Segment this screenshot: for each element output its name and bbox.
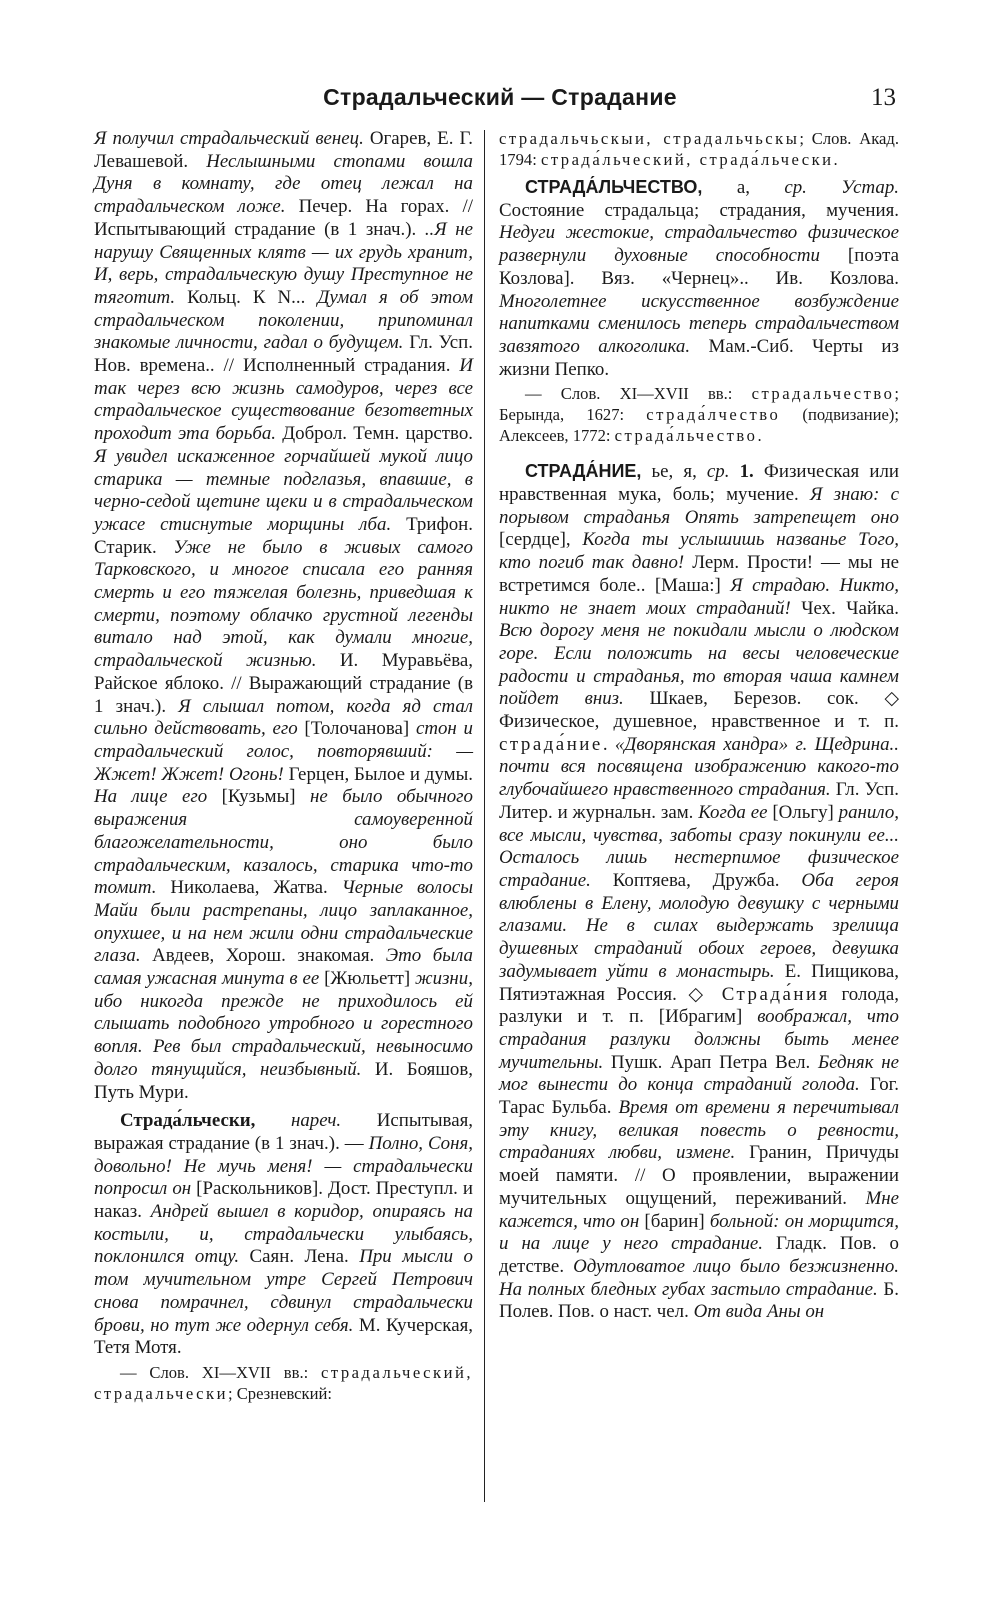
etymology-note: — Слов. XI—XVII вв.: страдальческий, страдальчески; Срезневский: bbox=[94, 1362, 473, 1403]
headword: СТРАДА́НИЕ, bbox=[525, 461, 642, 482]
page-number: 13 bbox=[871, 84, 896, 111]
right-column bbox=[499, 128, 899, 1324]
entry-stradanie: СТРАДА́НИЕ, ье, я, ср. 1. Физическая или нравственная мука, боль; мучение. Я знаю: с порывом страданья Опять затрепещет оно [сердце], Когда ты услышишь названье Того, кто погиб так давно! Лерм. Прости! — мы не встретимся боле.. [Маша:] Я страдаю. Никто, никто не знает моих страданий! Чех. Чайка. Всю дорогу меня не покидали мысли о людском горе. Если положить на весы человеческие радости и страданья, то вторая чаша камнем пойдет вниз. Шкаев, Березов. сок. ◇ Физическое, душевное, нравственное и т. п. страда́ние. «Дворянская хандра» г. Щедрина.. почти вся посвящена изображению какого-то глубочайшего нравственного страдания. Гл. Усп. Литер. и журнальн. зам. Когда ее [Ольгу] ранило, все мысли, чувства, заботы сразу покинули ее... Осталось лишь нестерпимое физическое страдание. Коптяева, Дружба. Оба героя влюблены в Елену, молодую девушку с черными глазами. Не в силах выдержать зрелища душевных страданий обоих героев, девушка задумывает уйти в монастырь. Е. Пищикова, Пятиэтажная Россия. ◇ Страда́ния голода, разлуки и т. п. [Ибрагим] воображал, что страдания разлуки должны быть менее мучительны. Пушк. Арап Петра Вел. Бедняк не мог вынести до конца страданий голода. Гог. Тарас Бульба. Время от времени я перечитывал эту книгу, великая повесть о ревности, страданиях любви, измене. Гранин, Причуды моей памяти. // О проявлении, выражении мучительных ощущений, переживаний. Мне кажется, что он [барин] больной: он морщится, и на лице у него страдание. Гладк. Пов. о детстве. Одутловатое лицо было безжизненно. На полных бледных губах застыло страдание. Б. Полев. Пов. о наст. чел. От вида Аны он bbox=[499, 461, 900, 1323]
entry-stradalchestvo: СТРАДА́ЛЬЧЕСТВО, а, ср. Устар. Состояние страдальца; страдания, мучения. Недуги жестокие, страдальчество физическое развернули духовные способности [поэта Козлова]. Вяз. «Чернец».. Ив. Козлова. Многолетнее искусственное возбуждение напитками сменилось теперь страдальчеством завзятого алкоголика. Мам.-Сиб. Черты из жизни Пепко. bbox=[499, 177, 899, 380]
entry-stradalcheski: Страда́льчески, нареч. Испытывая, выражая страдание (в 1 знач.). — Полно, Соня, довольно! Не мучь меня! — страдальчески попросил он [Раскольников]. Дост. Преступл. и наказ. Андрей вышел в коридор, опираясь на костыли, и, страдальчески улыбаясь, поклонился отцу. Саян. Лена. При мысли о том мучительном утре Сергей Петрович снова помрачнел, сдвинул страдальчески брови, но тут же одернул себя. М. Кучерская, Тетя Мотя. bbox=[94, 1110, 473, 1359]
page-header-title: Страдальческий — Страдание bbox=[323, 84, 677, 110]
etymology-note-continued: страдальчьскыи, страдальчьскы; Слов. Акад. 1794: страда́льческий, страда́льчески. bbox=[499, 129, 899, 169]
column-divider bbox=[484, 130, 485, 1502]
left-column bbox=[94, 128, 473, 1404]
etymology-note: — Слов. XI—XVII вв.: страдальчество; Берында, 1627: страда́лчество (подвизание); Алексеев, 1772: страда́льчество. bbox=[499, 384, 899, 446]
entry-strudalcheskiy-continued: Я получил страдальческий венец. Огарев, Е. Г. Левашевой. Неслышными стопами вошла Дуня в комнату, где отец лежал на страдальческом ложе. Печер. На горах. // Испытывающий страдание (в 1 знач.). ..Я не нарушу Священных клятв — их грудь хранит, И, верь, страдальческую душу Преступное не тяготит. Кольц. К N... Думал я об этом страдальческом поколении, припоминал знакомые личности, гадал о будущем. Гл. Усп. Нов. времена.. // Исполненный страдания. И так через всю жизнь самодуров, через все страдальческое существование безответных проходит эта борьба. Доброл. Темн. царство. Я увидел искаженное горчайшей мукой лицо старика — темные подглазья, впавшие, в черно-седой щетине щеки и в страдальческом ужасе стиснутые морщины лба. Трифон. Старик. Уже не было в живых самого Тарковского, и многое списала его ранняя смерть и его тяжелая болезнь, приведшая к смерти, поэтому облачко грустной легенды витало над этой, как думали многие, страдальческой жизнью. И. Муравьёва, Райское яблоко. // Выражающий страдание (в 1 знач.). Я слышал потом, когда яд стал сильно действовать, его [Толочанова] стон и страдальческий голос, повторявший: — Жжет! Жжет! Огонь! Герцен, Былое и думы. На лице его [Кузьмы] не было обычного выражения самоуверенной благожелательности, оно было страдальческим, казалось, старика что-то томит. Николаева, Жатва. Черные волосы Майи были растрепаны, лицо заплаканное, опухшее, и на нем жили одни страдальческие глаза. Авдеев, Хорош. знакомая. Это была самая ужасная минута в ее [Жюльетт] жизни, ибо никогда прежде не приходилось ей слышать подобного утробного и горестного вопля. Рев был страдальческий, невыносимо долго тянущийся, неизбывный. И. Бояшов, Путь Мури. bbox=[94, 128, 474, 1103]
headword: СТРАДА́ЛЬЧЕСТВО, bbox=[525, 177, 703, 197]
headword: Страда́льчески, bbox=[120, 1110, 256, 1132]
